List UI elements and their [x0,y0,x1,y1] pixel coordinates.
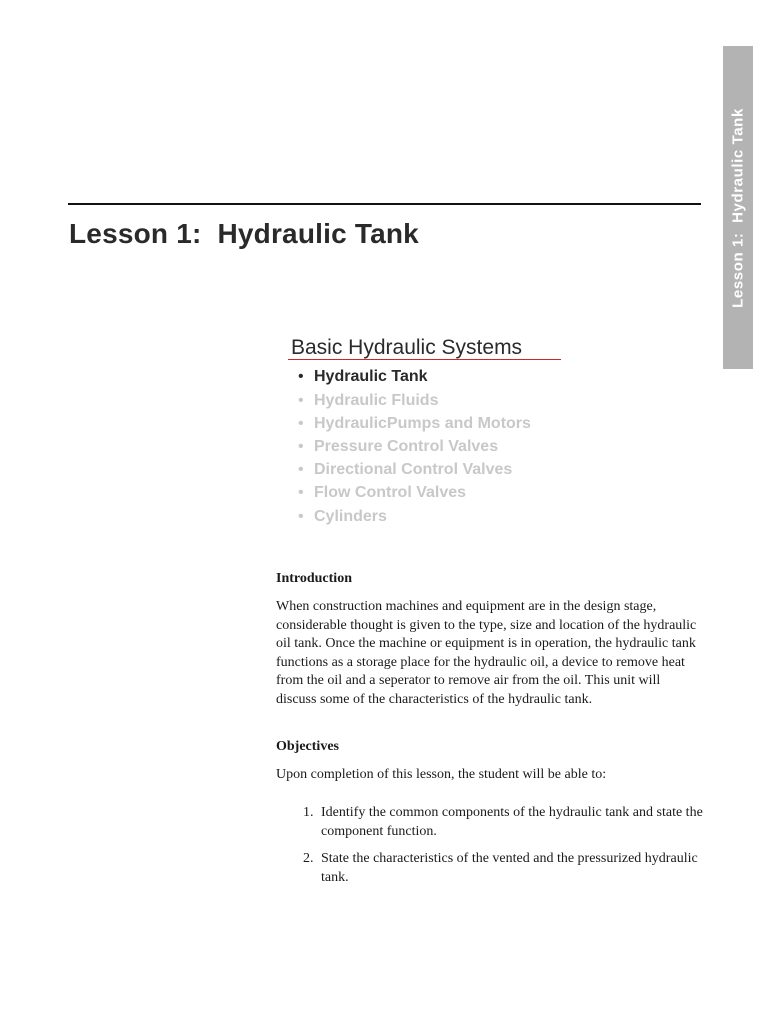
introduction-heading: Introduction [276,571,352,586]
bullet-icon: • [298,461,304,478]
objective-text: State the characteristics of the vented and the pressurized hydraulic tank. [321,851,698,885]
side-tab [723,46,753,369]
bullet-icon: • [298,392,304,409]
objective-number: 2. [303,851,314,867]
bullet-icon: • [298,438,304,455]
topic-label: Hydraulic Tank [314,368,428,385]
objective-item [303,804,703,841]
topic-item-hydraulic-fluids [298,392,531,415]
objectives-heading: Objectives [276,739,339,754]
topic-label: Cylinders [314,508,387,525]
topic-item-directional-control-valves [298,461,531,484]
lesson-title: Lesson 1: Hydraulic Tank [69,218,419,249]
topic-label: Flow Control Valves [314,484,467,501]
bullet-icon: • [298,368,304,385]
objective-text: Identify the common components of the hydraulic tank and state the component function. [321,805,703,839]
topic-label: Directional Control Valves [314,461,513,478]
objective-item [303,850,703,887]
introduction-body: When construction machines and equipment are in the design stage, considerable thought is given to the type, size and location of the hydraulic oil tank. Once the machine or equipment is in operation, the hydraulic tank functions as a storage place for the hydraulic oil, a device to remove heat from the oil and a seperator to remove air from the oil. This unit will discuss some of the characteristics of the hydraulic tank. [276,599,697,707]
topic-list [298,368,531,531]
course-title: Basic Hydraulic Systems [291,336,523,359]
topic-label: Hydraulic Fluids [314,392,439,409]
topic-item-hydraulic-tank [298,368,531,392]
topic-item-cylinders [298,508,531,531]
objectives-intro: Upon completion of this lesson, the student will be able to: [276,767,607,782]
side-tab-label: Lesson 1: Hydraulic Tank [729,107,747,308]
topic-label: HydraulicPumps and Motors [314,415,531,432]
objective-number: 1. [303,805,314,820]
course-title-underline [288,359,561,360]
topic-item-pumps-motors [298,415,531,438]
topic-item-flow-control-valves [298,484,531,508]
bullet-icon: • [298,415,304,432]
topic-item-pressure-control-valves [298,438,531,461]
topic-label: Pressure Control Valves [314,438,499,455]
header-rule [68,203,701,205]
bullet-icon: • [298,484,304,501]
objectives-list [303,804,703,887]
bullet-icon: • [298,508,304,525]
